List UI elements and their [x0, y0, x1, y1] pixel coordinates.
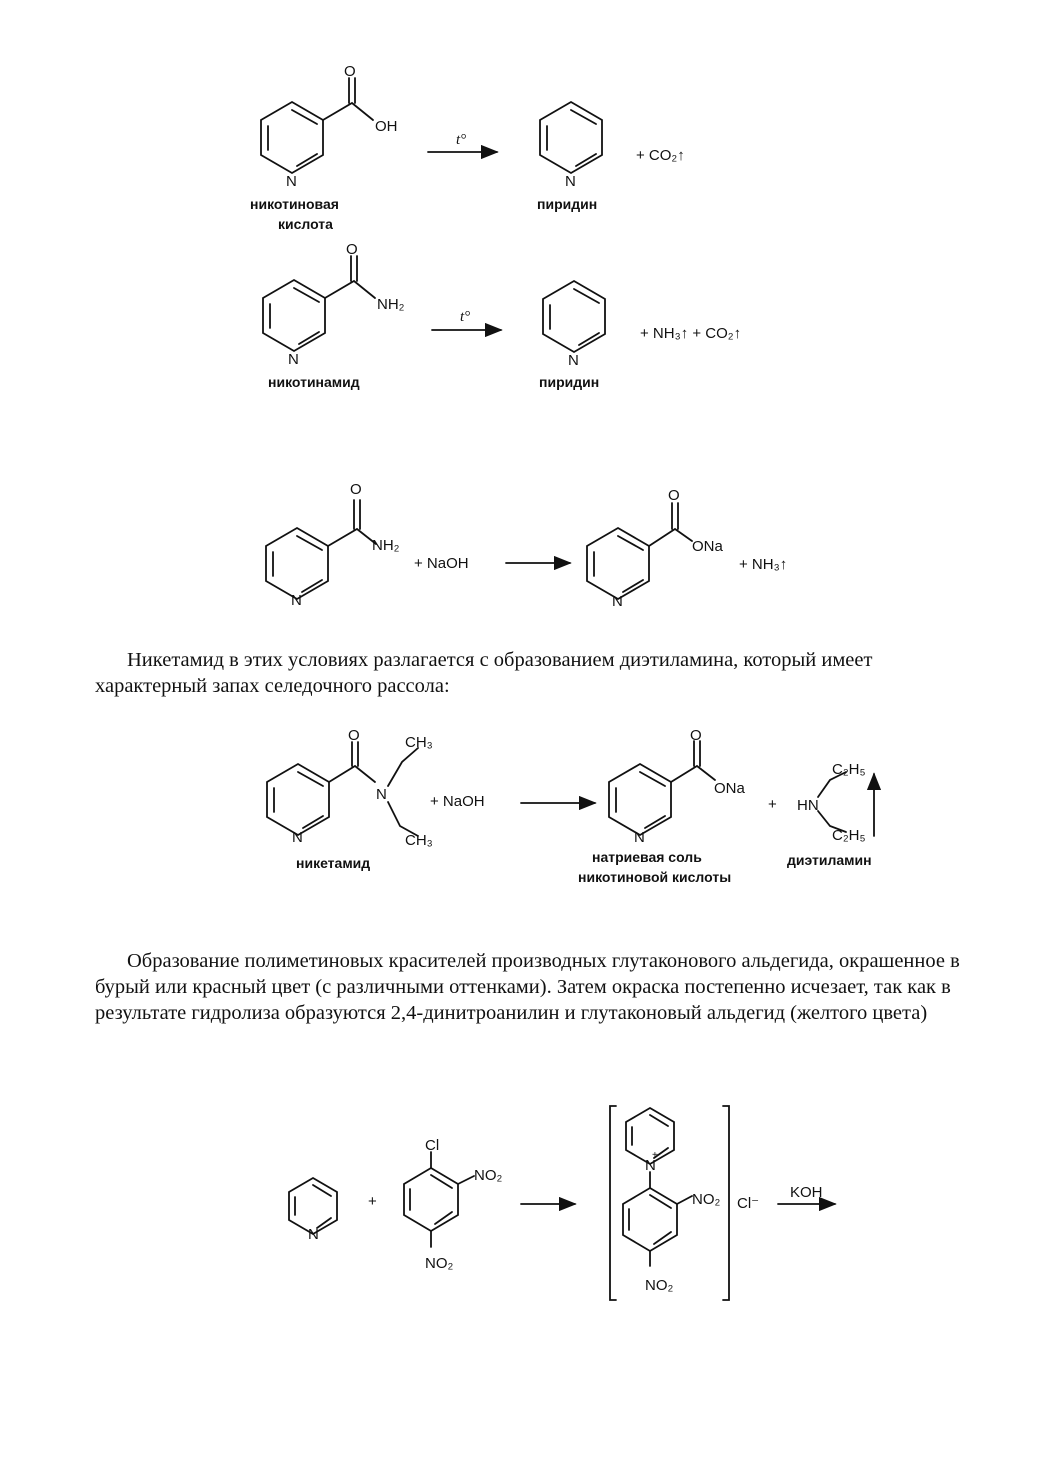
svg-text:O: O — [346, 241, 358, 258]
pyridinium-salt-structure — [610, 1106, 729, 1300]
nicotinamide-structure — [263, 241, 405, 368]
reagent: KOH — [790, 1184, 823, 1201]
nikethamide-structure — [267, 727, 433, 849]
svg-text:CH₃: CH₃ — [405, 832, 433, 849]
svg-text:N: N — [376, 786, 387, 803]
sodium-nicotinate-structure — [587, 487, 724, 610]
svg-text:ONa: ONa — [714, 780, 745, 797]
product-label: натриевая соль — [592, 849, 702, 865]
paragraph-nikethamide: Никетамид в этих условиях разлагается с образованием диэтиламина, который имеет характерный запах селедочного рассола: — [95, 649, 873, 697]
svg-text:O: O — [690, 727, 702, 744]
reactant-label: никотиновая — [250, 196, 339, 212]
reagent: + NaOH — [414, 555, 469, 572]
product-label: никотиновой кислоты — [578, 869, 732, 885]
byproduct: + CO₂↑ — [636, 147, 685, 164]
svg-text:+: + — [652, 1150, 658, 1161]
dinitrochlorobenzene-structure — [404, 1137, 503, 1272]
svg-text:N: N — [565, 173, 576, 190]
pyridine-structure — [543, 281, 605, 369]
byproduct: + NH₃↑ + CO₂↑ — [640, 325, 742, 342]
reaction-4 — [267, 727, 874, 885]
svg-text:ONa: ONa — [692, 538, 723, 555]
plus-sign: + — [368, 1193, 377, 1210]
condition-label: t° — [456, 132, 467, 148]
svg-text:CH₃: CH₃ — [405, 734, 433, 751]
reaction-5 — [289, 1106, 835, 1300]
svg-text:N: N — [568, 352, 579, 369]
svg-text:NO₂: NO₂ — [692, 1191, 721, 1208]
pyridine-structure — [289, 1178, 337, 1243]
product-label: диэтиламин — [787, 852, 872, 868]
svg-text:NO₂: NO₂ — [474, 1167, 503, 1184]
svg-text:OH: OH — [375, 118, 398, 135]
svg-text:HN: HN — [797, 797, 819, 814]
svg-text:C₂H₅: C₂H₅ — [832, 761, 866, 778]
reactant-label: никотинамид — [268, 374, 360, 390]
nicotinic-acid-structure — [261, 63, 398, 190]
svg-text:C₂H₅: C₂H₅ — [832, 827, 866, 844]
svg-text:N: N — [634, 829, 645, 846]
svg-text:N: N — [292, 829, 303, 846]
reaction-3 — [266, 481, 787, 610]
svg-text:NH₂: NH₂ — [372, 537, 400, 554]
svg-text:NH₂: NH₂ — [377, 296, 405, 313]
svg-text:NO₂: NO₂ — [645, 1277, 674, 1294]
svg-text:N: N — [291, 592, 302, 609]
svg-text:O: O — [350, 481, 362, 498]
svg-text:N: N — [286, 173, 297, 190]
product-label: пиридин — [539, 374, 600, 390]
nicotinamide-structure — [266, 481, 400, 609]
svg-text:NO₂: NO₂ — [425, 1255, 454, 1272]
sodium-nicotinate-structure — [609, 727, 746, 846]
reaction-2 — [263, 241, 741, 390]
product-label: пиридин — [537, 196, 598, 212]
reactant-label: никетамид — [296, 855, 371, 871]
reaction-1 — [250, 63, 685, 232]
svg-text:O: O — [348, 727, 360, 744]
reagent: + NaOH — [430, 793, 485, 810]
paragraph-polymethine: Образование полиметиновых красителей производных глутаконового альдегида, окрашенное в бурый или красный цвет (с различными оттенками). Затем окраска постепенно исчезает, так как в результате гидролиза образуются 2,4-динитроанилин и глутаконовый альдегид (желтого цвета) — [95, 950, 960, 1024]
svg-text:Cl: Cl — [425, 1137, 440, 1154]
pyridine-structure — [540, 102, 602, 190]
diethylamine-structure — [797, 761, 874, 844]
svg-text:O: O — [344, 63, 356, 80]
svg-text:O: O — [668, 487, 680, 504]
svg-text:N: N — [612, 593, 623, 610]
condition-label: t° — [460, 309, 471, 325]
byproduct: + NH₃↑ — [739, 556, 788, 573]
svg-text:N: N — [288, 351, 299, 368]
counter-ion: Cl⁻ — [737, 1195, 760, 1212]
plus-sign: + — [768, 796, 777, 813]
svg-text:N: N — [645, 1157, 656, 1174]
svg-text:N: N — [308, 1226, 319, 1243]
reactant-label: кислота — [278, 216, 333, 232]
